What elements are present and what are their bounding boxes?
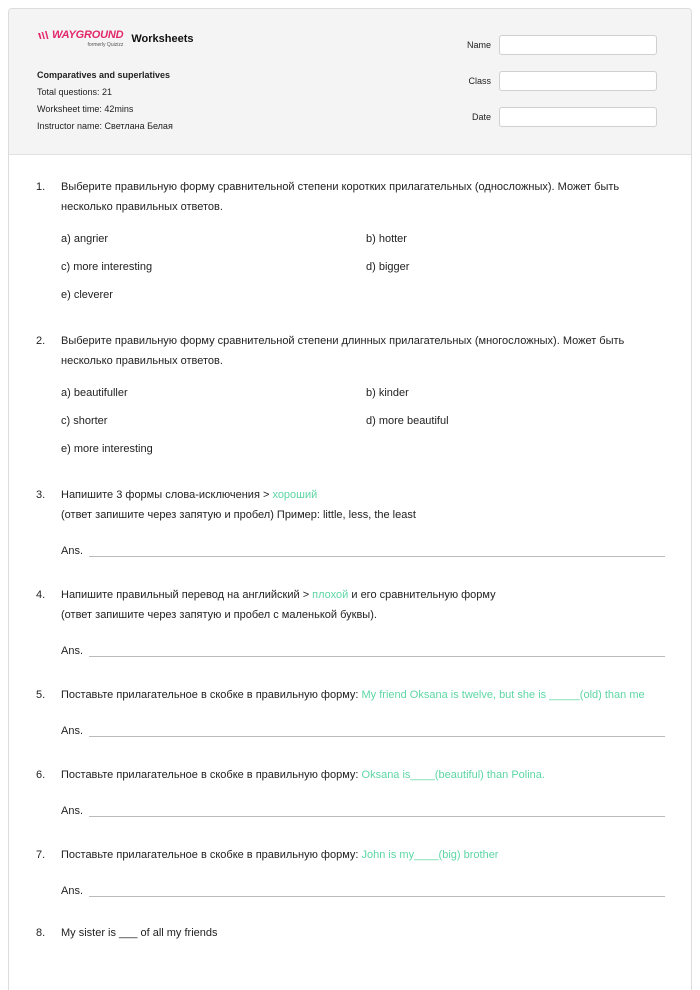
option-e[interactable]: e) cleverer	[61, 289, 113, 301]
answer-label: Ans.	[61, 725, 84, 737]
answer-label: Ans.	[61, 645, 84, 657]
question-text: Выберите правильную форму сравнительной степени длинных прилагательных (многосложных). Может быть несколько правильных ответов.	[61, 335, 625, 367]
question-5	[9, 685, 693, 737]
question-instructions: (ответ запишите через запятую и пробел с маленькой буквы).	[61, 609, 377, 621]
question-number: 2.	[36, 335, 46, 347]
answer-line[interactable]	[89, 643, 665, 657]
answer-label: Ans.	[61, 885, 84, 897]
question-text	[61, 845, 665, 865]
class-field[interactable]	[499, 71, 657, 91]
highlighted-sentence: Oksana is____(beautiful) than Polina.	[361, 769, 545, 781]
worksheet-title: Comparatives and superlatives	[37, 70, 171, 80]
question-prompt-end: и его сравнительную форму	[348, 589, 496, 601]
question-number: 8.	[36, 927, 46, 939]
question-text	[61, 765, 665, 785]
options	[61, 225, 665, 309]
question-3	[9, 485, 693, 557]
logo-text: WAYGROUND	[52, 29, 124, 41]
options	[61, 379, 665, 463]
brand	[37, 29, 193, 48]
total-questions: Total questions: 21	[37, 87, 113, 97]
option-a[interactable]: a) beautifuller	[61, 387, 128, 399]
question-number: 6.	[36, 769, 46, 781]
question-8	[9, 923, 693, 943]
question-2	[9, 331, 693, 463]
question-list	[9, 177, 693, 943]
answer-line[interactable]	[89, 723, 665, 737]
worksheet	[8, 8, 692, 990]
highlighted-sentence: John is my____(big) brother	[361, 849, 499, 861]
answer-label: Ans.	[61, 805, 84, 817]
question-6	[9, 765, 693, 817]
worksheet-meta	[37, 67, 173, 135]
question-prompt: Поставьте прилагательное в скобке в правильную форму:	[61, 769, 362, 781]
option-d[interactable]: d) more beautiful	[366, 415, 449, 427]
option-b[interactable]: b) kinder	[366, 387, 409, 399]
option-b[interactable]: b) hotter	[366, 233, 407, 245]
option-d[interactable]: d) bigger	[366, 261, 410, 273]
question-1	[9, 177, 693, 309]
logo-subtitle: formerly Quizizz	[87, 42, 124, 48]
question-text: My sister is ___ of all my friends	[61, 927, 218, 939]
question-text: Выберите правильную форму сравнительной степени коротких прилагательных (односложных). Может быть несколько правильных ответов.	[61, 181, 620, 213]
question-4	[9, 585, 693, 657]
answer-row	[61, 539, 665, 557]
answer-line[interactable]	[89, 543, 665, 557]
date-label: Date	[471, 112, 491, 122]
question-text	[61, 485, 665, 505]
option-c[interactable]: c) more interesting	[61, 261, 153, 273]
answer-row	[61, 879, 665, 897]
option-c[interactable]: c) shorter	[61, 415, 108, 427]
option-a[interactable]: a) angrier	[61, 233, 109, 245]
class-label: Class	[468, 76, 491, 86]
answer-label: Ans.	[61, 545, 84, 557]
instructor-name: Instructor name: Светлана Белая	[37, 121, 173, 131]
question-prompt: Поставьте прилагательное в скобке в правильную форму:	[61, 849, 362, 861]
question-number: 1.	[36, 181, 46, 193]
question-prompt: Поставьте прилагательное в скобке в правильную форму:	[61, 689, 362, 701]
logo	[37, 29, 123, 48]
wayground-logo-icon	[37, 31, 49, 40]
question-text	[61, 685, 665, 705]
worksheet-time: Worksheet time: 42mins	[37, 104, 134, 114]
question-number: 5.	[36, 689, 46, 701]
question-7	[9, 845, 693, 897]
worksheet-header	[9, 9, 691, 155]
question-number: 4.	[36, 589, 46, 601]
answer-row	[61, 639, 665, 657]
option-e[interactable]: e) more interesting	[61, 443, 153, 455]
answer-line[interactable]	[89, 883, 665, 897]
app-name: Worksheets	[131, 33, 194, 45]
student-fields	[449, 34, 657, 142]
question-number: 7.	[36, 849, 46, 861]
question-text	[61, 585, 665, 605]
name-label: Name	[466, 40, 491, 50]
question-number: 3.	[36, 489, 46, 501]
highlighted-sentence: My friend Oksana is twelve, but she is _____(old) than me	[361, 689, 645, 701]
name-field[interactable]	[499, 35, 657, 55]
question-prompt: Напишите 3 формы слова-исключения >	[61, 489, 273, 501]
date-field[interactable]	[499, 107, 657, 127]
question-instructions: (ответ запишите через запятую и пробел) Пример: little, less, the least	[61, 509, 416, 521]
answer-line[interactable]	[89, 803, 665, 817]
question-prompt: Напишите правильный перевод на английский >	[61, 589, 313, 601]
highlighted-word: хороший	[272, 489, 318, 501]
highlighted-word: плохой	[312, 589, 349, 601]
answer-row	[61, 719, 665, 737]
answer-row	[61, 799, 665, 817]
